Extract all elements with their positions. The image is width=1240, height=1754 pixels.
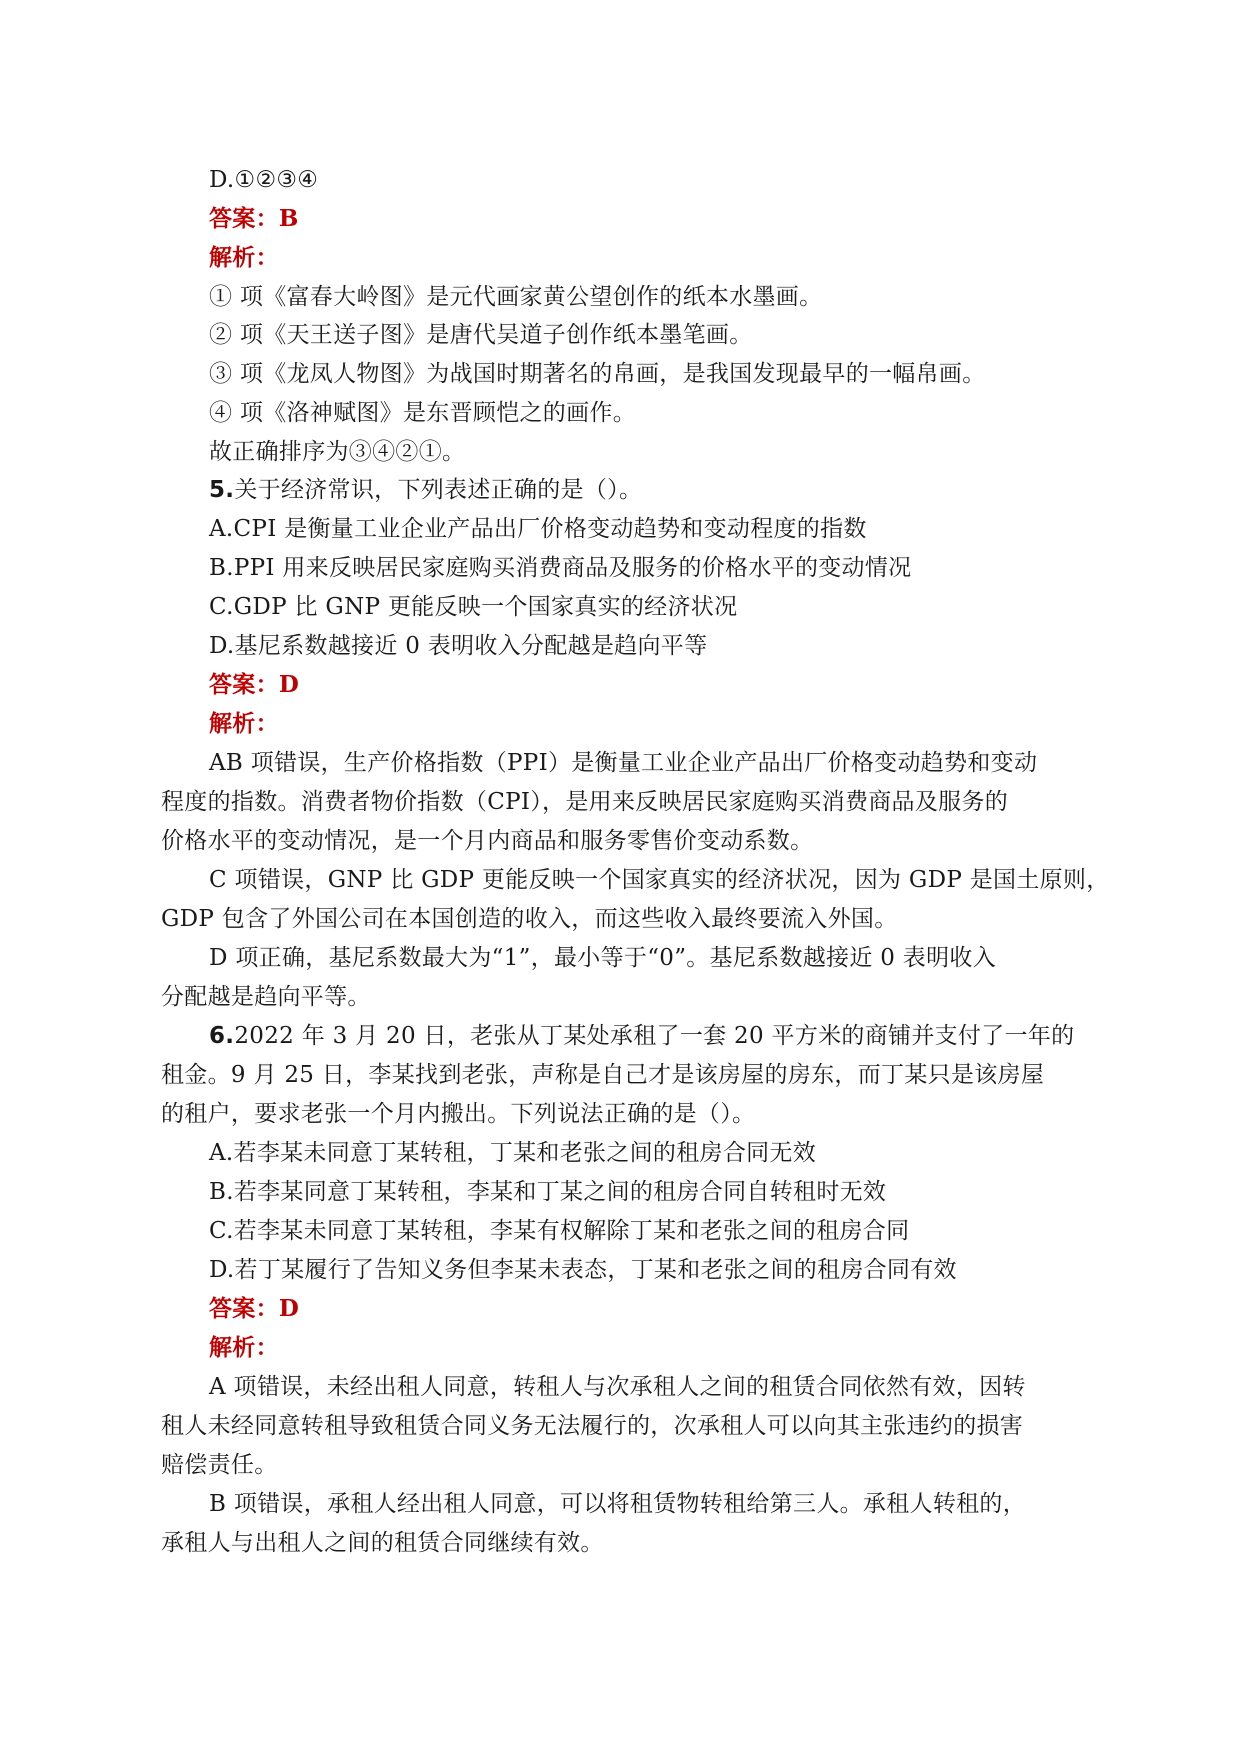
q4-analysis-line: ① 项《富春大岭图》是元代画家黄公望创作的纸本水墨画。 [209,284,823,310]
q6-option-d: D.若丁某履行了告知义务但李某未表态，丁某和老张之间的租房合同有效 [209,1257,957,1283]
q6-number: 6. [209,1023,235,1049]
q6-analysis-line: 承租人与出租人之间的租赁合同继续有效。 [161,1530,604,1556]
q5-answer: 答案：D [209,671,300,698]
q5-option-a: A.CPI 是衡量工业企业产品出厂价格变动趋势和变动程度的指数 [209,516,867,542]
q6-analysis-line: 赔偿责任。 [161,1452,278,1478]
q5-analysis-line: C 项错误，GNP 比 GDP 更能反映一个国家真实的经济状况，因为 GDP 是国土原则， [209,867,1110,893]
q6-analysis-line: A 项错误，未经出租人同意，转租人与次承租人之间的租赁合同依然有效，因转 [209,1374,1026,1400]
q5-option-d: D.基尼系数越接近 0 表明收入分配越是趋向平等 [209,633,708,659]
q6-analysis-label: 解析： [209,1334,279,1361]
q5-analysis-line: 分配越是趋向平等。 [161,984,371,1010]
q5-analysis-label: 解析： [209,710,279,737]
q5-option-c: C.GDP 比 GNP 更能反映一个国家真实的经济状况 [209,594,738,620]
q4-analysis-label: 解析： [209,244,279,271]
q5-number: 5. [209,477,235,503]
q4-analysis-line: ③ 项《龙凤人物图》为战国时期著名的帛画，是我国发现最早的一幅帛画。 [209,361,986,387]
q4-answer: 答案：B [209,205,299,232]
q6-stem-line: 租金。9 月 25 日，李某找到老张，声称是自己才是该房屋的房东，而丁某只是该房屋 [161,1062,1045,1088]
q5-option-b: B.PPI 用来反映居民家庭购买消费商品及服务的价格水平的变动情况 [209,555,912,581]
q6-option-c: C.若李某未同意丁某转租，李某有权解除丁某和老张之间的租房合同 [209,1218,910,1244]
q4-analysis-line: 故正确排序为③④②①。 [209,439,466,465]
q4-analysis-line: ② 项《天王送子图》是唐代吴道子创作纸本墨笔画。 [209,322,753,348]
q5-analysis-line: AB 项错误，生产价格指数（PPI）是衡量工业企业产品出厂价格变动趋势和变动 [209,750,1038,776]
q4-option-d: D.①②③④ [209,167,319,193]
q6-option-b: B.若李某同意丁某转租，李某和丁某之间的租房合同自转租时无效 [209,1179,887,1205]
q6-stem-line: 的租户，要求老张一个月内搬出。下列说法正确的是（）。 [161,1101,756,1127]
q6-answer: 答案：D [209,1295,300,1322]
q6-analysis-line: 租人未经同意转租导致租赁合同义务无法履行的，次承租人可以向其主张违约的损害 [161,1413,1024,1439]
q4-analysis-line: ④ 项《洛神赋图》是东晋顾恺之的画作。 [209,400,637,426]
q6-stem-first-line [209,1021,1074,1051]
q6-stem-text: 2022 年 3 月 20 日，老张从丁某处承租了一套 20 平方米的商铺并支付了一年的 [234,1023,1075,1049]
q6-option-a: A.若李某未同意丁某转租，丁某和老张之间的租房合同无效 [209,1140,817,1166]
q5-analysis-line: 价格水平的变动情况，是一个月内商品和服务零售价变动系数。 [161,828,814,854]
q5-analysis-line: 程度的指数。消费者物价指数（CPI），是用来反映居民家庭购买消费商品及服务的 [161,789,1009,815]
q5-stem [209,475,642,505]
q5-stem-text: 关于经济常识，下列表述正确的是（）。 [234,477,643,503]
q6-analysis-line: B 项错误，承租人经出租人同意，可以将租赁物转租给第三人。承租人转租的， [209,1491,1027,1517]
q5-analysis-line: D 项正确，基尼系数最大为“1”，最小等于“0”。基尼系数越接近 0 表明收入 [209,945,997,971]
q5-analysis-line: GDP 包含了外国公司在本国创造的收入，而这些收入最终要流入外国。 [161,906,898,932]
